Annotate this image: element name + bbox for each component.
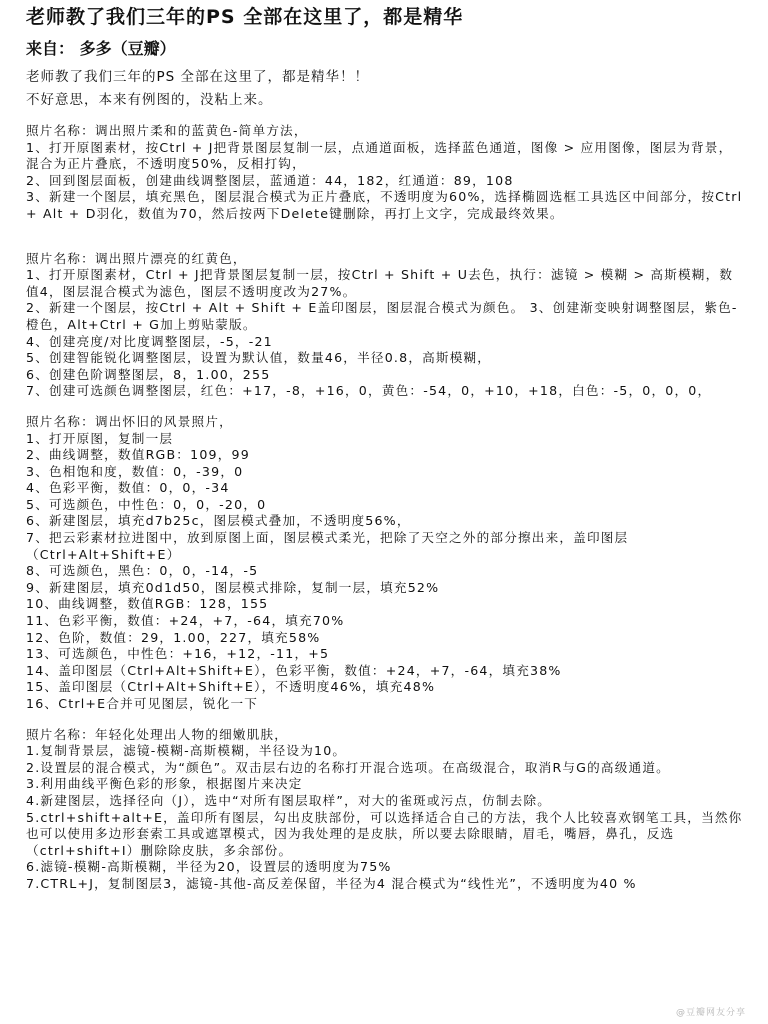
step-line: 2、曲线调整，数值RGB：109，99 bbox=[26, 447, 250, 463]
step-line: 16、Ctrl+E合并可见图层，锐化一下 bbox=[26, 696, 259, 711]
step-line: 11、色彩平衡，数值：+24，+7，-64，填充70% bbox=[26, 613, 345, 629]
article-source: 来自： 多多（豆瓣） bbox=[26, 39, 176, 58]
step-line: 3、色相饱和度，数值：0，-39，0 bbox=[26, 463, 244, 479]
step-line: 5.ctrl+shift+alt+E，盖印所有图层，勾出皮肤部份，可以选择适合自己的方法，我个人比较喜欢钢笔工具，当然你也可以使用多边形套索工具或遮罩模式，因为我处理的是皮肤，所以要去除眼睛，眉毛，嘴唇，鼻孔，反选（ctrl+shift+I）删除除皮肤，多余部份。 bbox=[26, 809, 743, 858]
step-line: 6、新建图层，填充d7b25c，图层模式叠加，不透明度56%， bbox=[26, 513, 411, 529]
section-nostalgic-landscape bbox=[26, 414, 746, 713]
article bbox=[26, 6, 746, 893]
step-line: 6.滤镜-模糊-高斯模糊，半径为20，设置层的透明度为75% bbox=[26, 859, 392, 875]
step-line: 4、创建亮度/对比度调整图层，-5，-21 bbox=[26, 333, 273, 349]
step-line: 1.复制背景层，滤镜-模糊-高斯模糊，半径设为10。 bbox=[26, 743, 347, 759]
article-title: 老师教了我们三年的PS 全部在这里了，都是精华 bbox=[26, 6, 464, 28]
step-line: 8、可选颜色，黑色：0，0，-14，-5 bbox=[26, 563, 259, 579]
step-line: 2.设置层的混合模式，为“颜色”。双击层右边的名称打开混合选项。在高级混合，取消R与G的高级通道。 bbox=[26, 759, 670, 775]
intro-paragraph: 老师教了我们三年的PS 全部在这里了，都是精华！！ bbox=[26, 69, 370, 85]
step-line: 7、把云彩素材拉进图中，放到原图上面，图层模式柔光，把除了天空之外的部分擦出来，盖印图层（Ctrl+Alt+Shift+E） bbox=[26, 530, 629, 562]
step-line: 7.CTRL+J，复制图层3，滤镜-其他-高反差保留，半径为4 混合模式为“线性光”，不透明度为40 % bbox=[26, 875, 637, 891]
step-line: 15、盖印图层（Ctrl+Alt+Shift+E），不透明度46%，填充48% bbox=[26, 679, 436, 695]
step-line: 1、打开原图素材，Ctrl + J把背景图层复制一层，按Ctrl + Shift + U去色，执行：滤镜 > 模糊 > 高斯模糊，数值4，图层混合模式为滤色，图层不透明度改为27%。 bbox=[26, 267, 734, 299]
spacer bbox=[26, 223, 746, 237]
step-line: 3、新建一个图层，填充黑色，图层混合模式为正片叠底，不透明度为60%，选择椭圆选框工具选区中间部分，按Ctrl + Alt + D羽化，数值为70，然后按两下Delete键删除，再打上文字，完成最终效果。 bbox=[26, 189, 743, 221]
intro bbox=[26, 69, 746, 109]
section-heading: 照片名称：调出怀旧的风景照片， bbox=[26, 413, 233, 429]
watermark: @豆瓣网友分享 bbox=[675, 1008, 746, 1018]
section-heading: 照片名称：年轻化处理出人物的细嫩肌肤， bbox=[26, 726, 289, 742]
step-line: 13、可选颜色，中性色：+16，+12，-11，+5 bbox=[26, 646, 330, 662]
step-line: 4、色彩平衡，数值：0，0，-34 bbox=[26, 480, 230, 496]
step-line: 7、创建可选颜色调整图层，红色：+17，-8，+16，0，黄色：-54，0，+10，+18，白色：-5，0，0，0， bbox=[26, 383, 712, 399]
section-heading: 照片名称：调出照片漂亮的红黄色， bbox=[26, 250, 247, 266]
step-line: 6、创建色阶调整图层，8，1.00，255 bbox=[26, 366, 271, 382]
section-soft-blue-yellow bbox=[26, 123, 746, 223]
step-line: 2、回到图层面板，创建曲线调整图层，蓝通道：44，182，红通道：89，108 bbox=[26, 172, 514, 188]
step-line: 12、色阶，数值：29，1.00，227，填充58% bbox=[26, 629, 321, 645]
step-line: 14、盖印图层（Ctrl+Alt+Shift+E），色彩平衡，数值：+24，+7，-64，填充38% bbox=[26, 662, 562, 678]
step-line: 10、曲线调整，数值RGB：128，155 bbox=[26, 596, 269, 612]
section-youthful-skin bbox=[26, 727, 746, 893]
step-line: 4.新建图层，选择径向（J），选中“对所有图层取样”，对大的雀斑或污点，仿制去除。 bbox=[26, 792, 552, 808]
step-line: 1、打开原图，复制一层 bbox=[26, 430, 174, 446]
step-line: 5、可选颜色，中性色：0，0，-20，0 bbox=[26, 496, 267, 512]
section-red-yellow bbox=[26, 251, 746, 400]
intro-paragraph: 不好意思，本来有例图的，没粘上来。 bbox=[26, 92, 273, 108]
step-line: 3.利用曲线平衡色彩的形象，根据图片来决定 bbox=[26, 776, 303, 792]
section-heading: 照片名称：调出照片柔和的蓝黄色-简单方法， bbox=[26, 123, 308, 138]
step-line: 5、创建智能锐化调整图层，设置为默认值，数量46，半径0.8，高斯模糊， bbox=[26, 350, 492, 366]
step-line: 1、打开原图素材，按Ctrl + J把背景图层复制一层，点通道面板，选择蓝色通道，图像 > 应用图像，图层为背景，混合为正片叠底，不透明度50%，反相打钩， bbox=[26, 139, 733, 172]
step-line: 9、新建图层，填充0d1d50，图层模式排除，复制一层，填充52% bbox=[26, 579, 440, 595]
step-line: 2、新建一个图层，按Ctrl + Alt + Shift + E盖印图层，图层混合模式为颜色。 3、创建渐变映射调整图层，紫色-橙色，Alt+Ctrl + G加上剪贴蒙版。 bbox=[26, 300, 738, 332]
